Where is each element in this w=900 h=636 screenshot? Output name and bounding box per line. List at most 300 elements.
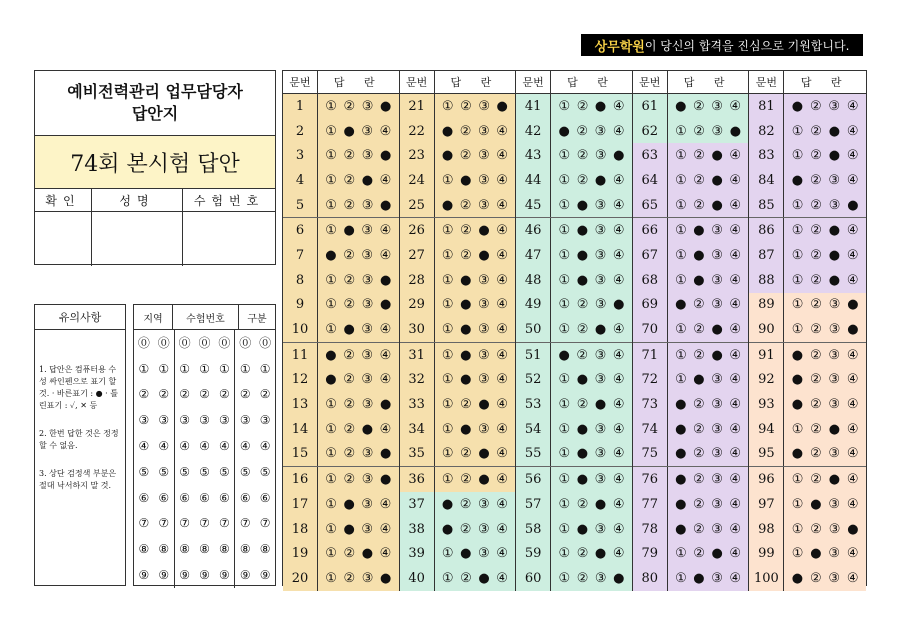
- omr-digit-bubble[interactable]: ⑧: [239, 542, 251, 557]
- answer-bubble[interactable]: ④: [496, 496, 508, 512]
- filled-answer-bubble[interactable]: ●: [478, 223, 490, 239]
- filled-answer-bubble[interactable]: ●: [693, 247, 705, 263]
- answer-bubble[interactable]: ③: [828, 172, 841, 188]
- answer-bubble[interactable]: ①: [325, 397, 337, 413]
- answer-bubble[interactable]: ④: [729, 223, 742, 239]
- filled-answer-bubble[interactable]: ●: [828, 247, 841, 263]
- answer-bubble[interactable]: ④: [496, 347, 508, 363]
- answer-bubble[interactable]: ①: [441, 172, 454, 188]
- omr-digit-bubble[interactable]: ⓪: [178, 336, 191, 351]
- answer-bubble[interactable]: ②: [460, 397, 472, 413]
- answer-bubble[interactable]: ①: [325, 172, 337, 188]
- omr-digit-bubble[interactable]: ①: [214, 356, 235, 382]
- answer-bubble[interactable]: ③: [828, 397, 841, 413]
- omr-digit-bubble[interactable]: ①: [239, 361, 251, 376]
- filled-answer-bubble[interactable]: ●: [379, 98, 392, 114]
- answer-bubble[interactable]: ④: [846, 272, 859, 288]
- answer-bubble[interactable]: ②: [809, 570, 822, 586]
- answer-bubble[interactable]: ③: [828, 521, 841, 537]
- answer-bubble[interactable]: ④: [612, 421, 625, 437]
- answer-bubble[interactable]: ③: [828, 297, 841, 313]
- answer-bubble[interactable]: ③: [594, 123, 607, 139]
- filled-answer-bubble[interactable]: ●: [460, 421, 472, 437]
- answer-bubble[interactable]: ②: [692, 496, 705, 512]
- filled-answer-bubble[interactable]: ●: [576, 223, 589, 239]
- answer-bubble[interactable]: ②: [809, 397, 822, 413]
- filled-answer-bubble[interactable]: ●: [594, 98, 607, 114]
- omr-digit-bubble[interactable]: ⑥: [154, 485, 175, 511]
- answer-bubble[interactable]: ①: [441, 472, 454, 488]
- answer-bubble[interactable]: ④: [612, 546, 625, 562]
- answer-bubble[interactable]: ④: [612, 197, 625, 213]
- omr-digit-bubble[interactable]: ⓪: [198, 336, 211, 351]
- answer-bubble[interactable]: ③: [828, 496, 841, 512]
- filled-answer-bubble[interactable]: ●: [810, 496, 822, 512]
- answer-bubble[interactable]: ④: [729, 148, 742, 164]
- answer-bubble[interactable]: ②: [576, 496, 589, 512]
- omr-digit-bubble[interactable]: ①: [259, 361, 271, 376]
- answer-bubble[interactable]: ①: [441, 546, 454, 562]
- answer-bubble[interactable]: ④: [846, 397, 859, 413]
- answer-bubble[interactable]: ③: [711, 472, 723, 488]
- answer-bubble[interactable]: ①: [675, 247, 687, 263]
- answer-bubble[interactable]: ④: [612, 372, 625, 388]
- answer-bubble[interactable]: ①: [675, 372, 687, 388]
- answer-bubble[interactable]: ④: [729, 247, 742, 263]
- answer-bubble[interactable]: ③: [361, 446, 374, 462]
- answer-bubble[interactable]: ③: [361, 123, 374, 139]
- answer-bubble[interactable]: ③: [361, 322, 374, 338]
- answer-bubble[interactable]: ①: [325, 197, 337, 213]
- filled-answer-bubble[interactable]: ●: [828, 421, 841, 437]
- omr-digit-bubble[interactable]: ⓪: [239, 336, 252, 351]
- answer-bubble[interactable]: ②: [460, 98, 472, 114]
- omr-digit-bubble[interactable]: ③: [199, 413, 210, 428]
- filled-answer-bubble[interactable]: ●: [325, 372, 337, 388]
- answer-bubble[interactable]: ①: [558, 297, 571, 313]
- omr-digit-bubble[interactable]: ④: [138, 439, 150, 454]
- answer-bubble[interactable]: ④: [729, 197, 742, 213]
- filled-answer-bubble[interactable]: ●: [343, 322, 355, 338]
- answer-bubble[interactable]: ①: [791, 521, 804, 537]
- answer-bubble[interactable]: ③: [361, 148, 374, 164]
- answer-bubble[interactable]: ②: [343, 98, 356, 114]
- answer-bubble[interactable]: ④: [379, 496, 392, 512]
- answer-bubble[interactable]: ③: [478, 421, 490, 437]
- answer-bubble[interactable]: ④: [496, 546, 508, 562]
- answer-bubble[interactable]: ①: [441, 570, 454, 586]
- answer-bubble[interactable]: ①: [675, 570, 687, 586]
- answer-bubble[interactable]: ①: [441, 223, 454, 239]
- answer-bubble[interactable]: ①: [675, 347, 687, 363]
- omr-digit-bubble[interactable]: ⑥: [259, 490, 271, 505]
- filled-answer-bubble[interactable]: ●: [558, 347, 570, 363]
- omr-digit-bubble[interactable]: ②: [199, 387, 210, 402]
- answer-bubble[interactable]: ②: [576, 148, 589, 164]
- answer-bubble[interactable]: ④: [729, 322, 742, 338]
- answer-bubble[interactable]: ①: [675, 148, 687, 164]
- answer-bubble[interactable]: ④: [496, 297, 508, 313]
- filled-answer-bubble[interactable]: ●: [791, 172, 804, 188]
- answer-bubble[interactable]: ③: [478, 347, 490, 363]
- answer-bubble[interactable]: ④: [846, 347, 859, 363]
- answer-bubble[interactable]: ③: [478, 98, 490, 114]
- answer-bubble[interactable]: ①: [558, 372, 571, 388]
- answer-bubble[interactable]: ①: [558, 421, 571, 437]
- filled-answer-bubble[interactable]: ●: [613, 570, 625, 586]
- filled-answer-bubble[interactable]: ●: [675, 297, 687, 313]
- filled-answer-bubble[interactable]: ●: [847, 521, 859, 537]
- answer-bubble[interactable]: ①: [558, 272, 571, 288]
- answer-bubble[interactable]: ④: [729, 446, 742, 462]
- filled-answer-bubble[interactable]: ●: [693, 570, 705, 586]
- filled-answer-bubble[interactable]: ●: [460, 272, 472, 288]
- answer-bubble[interactable]: ②: [460, 223, 472, 239]
- filled-answer-bubble[interactable]: ●: [711, 172, 723, 188]
- answer-bubble[interactable]: ③: [478, 546, 490, 562]
- filled-answer-bubble[interactable]: ●: [729, 123, 742, 139]
- answer-bubble[interactable]: ③: [594, 372, 607, 388]
- filled-answer-bubble[interactable]: ●: [847, 322, 859, 338]
- filled-answer-bubble[interactable]: ●: [576, 372, 589, 388]
- filled-answer-bubble[interactable]: ●: [693, 223, 705, 239]
- answer-bubble[interactable]: ④: [379, 421, 392, 437]
- answer-bubble[interactable]: ②: [693, 322, 705, 338]
- answer-bubble[interactable]: ②: [809, 372, 822, 388]
- filled-answer-bubble[interactable]: ●: [791, 570, 804, 586]
- answer-bubble[interactable]: ③: [828, 372, 841, 388]
- omr-digit-bubble[interactable]: ③: [154, 407, 175, 433]
- answer-bubble[interactable]: ①: [791, 148, 804, 164]
- answer-bubble[interactable]: ④: [496, 322, 508, 338]
- answer-bubble[interactable]: ①: [675, 172, 687, 188]
- filled-answer-bubble[interactable]: ●: [379, 397, 392, 413]
- answer-bubble[interactable]: ②: [459, 123, 472, 139]
- answer-bubble[interactable]: ④: [379, 223, 392, 239]
- answer-bubble[interactable]: ④: [496, 397, 508, 413]
- filled-answer-bubble[interactable]: ●: [478, 247, 490, 263]
- omr-digit-bubble[interactable]: ⓪: [214, 330, 235, 356]
- answer-bubble[interactable]: ④: [496, 446, 508, 462]
- filled-answer-bubble[interactable]: ●: [576, 272, 589, 288]
- answer-bubble[interactable]: ①: [558, 570, 571, 586]
- answer-bubble[interactable]: ①: [675, 322, 687, 338]
- omr-digit-bubble[interactable]: ⑥: [214, 485, 235, 511]
- answer-bubble[interactable]: ①: [325, 148, 337, 164]
- answer-bubble[interactable]: ④: [612, 322, 625, 338]
- answer-bubble[interactable]: ②: [343, 472, 356, 488]
- answer-bubble[interactable]: ①: [791, 297, 804, 313]
- filled-answer-bubble[interactable]: ●: [576, 197, 589, 213]
- omr-digit-bubble[interactable]: ④: [259, 439, 271, 454]
- omr-digit-bubble[interactable]: ④: [199, 439, 210, 454]
- filled-answer-bubble[interactable]: ●: [810, 546, 822, 562]
- omr-digit-bubble[interactable]: ⑤: [214, 459, 235, 485]
- answer-bubble[interactable]: ④: [496, 521, 508, 537]
- answer-bubble[interactable]: ③: [711, 247, 723, 263]
- answer-bubble[interactable]: ②: [576, 123, 589, 139]
- answer-bubble[interactable]: ②: [576, 347, 589, 363]
- answer-bubble[interactable]: ④: [379, 546, 392, 562]
- answer-bubble[interactable]: ③: [361, 397, 374, 413]
- omr-digit-bubble[interactable]: ③: [239, 413, 251, 428]
- answer-bubble[interactable]: ③: [594, 148, 607, 164]
- answer-bubble[interactable]: ③: [828, 347, 841, 363]
- answer-bubble[interactable]: ①: [441, 322, 454, 338]
- omr-digit-bubble[interactable]: ⓪: [259, 336, 272, 351]
- omr-digit-bubble[interactable]: ⑨: [259, 568, 271, 583]
- omr-digit-bubble[interactable]: ①: [154, 356, 175, 382]
- omr-digit-bubble[interactable]: ⑧: [179, 542, 191, 557]
- answer-bubble[interactable]: ④: [612, 123, 625, 139]
- answer-bubble[interactable]: ①: [558, 496, 571, 512]
- answer-bubble[interactable]: ①: [441, 397, 454, 413]
- answer-bubble[interactable]: ②: [693, 172, 705, 188]
- answer-bubble[interactable]: ③: [828, 546, 841, 562]
- filled-answer-bubble[interactable]: ●: [828, 223, 841, 239]
- answer-bubble[interactable]: ③: [361, 98, 374, 114]
- answer-bubble[interactable]: ④: [496, 570, 508, 586]
- filled-answer-bubble[interactable]: ●: [379, 197, 392, 213]
- answer-bubble[interactable]: ①: [325, 223, 337, 239]
- answer-bubble[interactable]: ④: [846, 496, 859, 512]
- answer-bubble[interactable]: ③: [828, 570, 841, 586]
- answer-bubble[interactable]: ①: [441, 421, 454, 437]
- answer-bubble[interactable]: ①: [325, 322, 337, 338]
- answer-bubble[interactable]: ③: [828, 98, 841, 114]
- answer-bubble[interactable]: ④: [846, 570, 859, 586]
- answer-bubble[interactable]: ④: [846, 546, 859, 562]
- answer-bubble[interactable]: ①: [441, 272, 454, 288]
- answer-bubble[interactable]: ③: [361, 570, 374, 586]
- answer-bubble[interactable]: ④: [496, 372, 508, 388]
- answer-bubble[interactable]: ①: [325, 446, 337, 462]
- omr-digit-bubble[interactable]: ⑧: [214, 536, 235, 562]
- answer-bubble[interactable]: ④: [379, 347, 392, 363]
- answer-bubble[interactable]: ③: [594, 297, 607, 313]
- omr-digit-bubble[interactable]: ⑦: [154, 511, 175, 537]
- answer-bubble[interactable]: ②: [693, 546, 705, 562]
- filled-answer-bubble[interactable]: ●: [791, 446, 804, 462]
- answer-bubble[interactable]: ②: [810, 421, 822, 437]
- answer-bubble[interactable]: ②: [692, 446, 705, 462]
- answer-bubble[interactable]: ④: [846, 148, 859, 164]
- omr-digit-bubble[interactable]: ③: [138, 413, 150, 428]
- answer-bubble[interactable]: ①: [791, 496, 804, 512]
- filled-answer-bubble[interactable]: ●: [828, 123, 841, 139]
- omr-digit-bubble[interactable]: ②: [239, 387, 251, 402]
- omr-digit-bubble[interactable]: ②: [259, 387, 271, 402]
- answer-bubble[interactable]: ①: [558, 521, 571, 537]
- omr-digit-bubble[interactable]: ⑥: [138, 490, 150, 505]
- answer-bubble[interactable]: ④: [379, 521, 392, 537]
- filled-answer-bubble[interactable]: ●: [441, 496, 454, 512]
- filled-answer-bubble[interactable]: ●: [478, 397, 490, 413]
- answer-bubble[interactable]: ④: [729, 98, 742, 114]
- answer-bubble[interactable]: ③: [478, 197, 490, 213]
- omr-digit-bubble[interactable]: ⑧: [259, 542, 271, 557]
- omr-digit-bubble[interactable]: ⑧: [154, 536, 175, 562]
- answer-bubble[interactable]: ④: [612, 496, 625, 512]
- answer-bubble[interactable]: ①: [558, 148, 571, 164]
- answer-bubble[interactable]: ③: [594, 247, 607, 263]
- answer-bubble[interactable]: ①: [325, 570, 337, 586]
- answer-bubble[interactable]: ②: [810, 297, 822, 313]
- answer-bubble[interactable]: ①: [325, 472, 337, 488]
- answer-bubble[interactable]: ②: [343, 570, 356, 586]
- answer-bubble[interactable]: ①: [791, 247, 804, 263]
- omr-digit-bubble[interactable]: ⑨: [199, 568, 210, 583]
- filled-answer-bubble[interactable]: ●: [791, 98, 804, 114]
- answer-bubble[interactable]: ②: [576, 172, 589, 188]
- answer-bubble[interactable]: ③: [594, 446, 607, 462]
- filled-answer-bubble[interactable]: ●: [343, 496, 355, 512]
- filled-answer-bubble[interactable]: ●: [441, 197, 454, 213]
- answer-bubble[interactable]: ①: [791, 123, 804, 139]
- answer-bubble[interactable]: ②: [343, 272, 356, 288]
- answer-bubble[interactable]: ②: [810, 247, 822, 263]
- filled-answer-bubble[interactable]: ●: [379, 570, 392, 586]
- answer-bubble[interactable]: ①: [325, 98, 337, 114]
- filled-answer-bubble[interactable]: ●: [847, 297, 859, 313]
- filled-answer-bubble[interactable]: ●: [594, 496, 607, 512]
- filled-answer-bubble[interactable]: ●: [576, 421, 589, 437]
- answer-bubble[interactable]: ①: [441, 247, 454, 263]
- answer-bubble[interactable]: ③: [361, 297, 374, 313]
- answer-bubble[interactable]: ③: [594, 521, 607, 537]
- omr-digit-bubble[interactable]: ①: [179, 361, 191, 376]
- answer-bubble[interactable]: ④: [846, 247, 859, 263]
- omr-digit-bubble[interactable]: ⓪: [154, 330, 175, 356]
- answer-bubble[interactable]: ③: [711, 521, 723, 537]
- omr-digit-bubble[interactable]: ③: [214, 407, 235, 433]
- answer-bubble[interactable]: ④: [379, 123, 392, 139]
- filled-answer-bubble[interactable]: ●: [711, 148, 723, 164]
- answer-bubble[interactable]: ④: [729, 496, 742, 512]
- filled-answer-bubble[interactable]: ●: [379, 297, 392, 313]
- omr-digit-bubble[interactable]: ⑦: [199, 516, 210, 531]
- filled-answer-bubble[interactable]: ●: [496, 98, 508, 114]
- filled-answer-bubble[interactable]: ●: [594, 322, 607, 338]
- answer-bubble[interactable]: ②: [809, 98, 822, 114]
- filled-answer-bubble[interactable]: ●: [675, 98, 687, 114]
- filled-answer-bubble[interactable]: ●: [325, 247, 337, 263]
- answer-bubble[interactable]: ①: [325, 421, 337, 437]
- answer-bubble[interactable]: ③: [594, 570, 607, 586]
- filled-answer-bubble[interactable]: ●: [594, 172, 607, 188]
- filled-answer-bubble[interactable]: ●: [693, 372, 705, 388]
- answer-bubble[interactable]: ①: [675, 223, 687, 239]
- omr-digit-bubble[interactable]: ⑦: [138, 516, 150, 531]
- filled-answer-bubble[interactable]: ●: [847, 197, 859, 213]
- omr-digit-bubble[interactable]: ⓪: [137, 336, 150, 351]
- answer-bubble[interactable]: ③: [711, 272, 723, 288]
- answer-bubble[interactable]: ③: [594, 223, 607, 239]
- answer-bubble[interactable]: ②: [576, 297, 589, 313]
- answer-bubble[interactable]: ④: [846, 123, 859, 139]
- answer-bubble[interactable]: ④: [729, 521, 742, 537]
- filled-answer-bubble[interactable]: ●: [594, 546, 607, 562]
- answer-bubble[interactable]: ④: [496, 223, 508, 239]
- omr-digit-bubble[interactable]: ⑨: [179, 568, 191, 583]
- answer-bubble[interactable]: ④: [729, 397, 742, 413]
- answer-bubble[interactable]: ③: [711, 570, 723, 586]
- filled-answer-bubble[interactable]: ●: [478, 570, 490, 586]
- answer-bubble[interactable]: ④: [496, 123, 508, 139]
- filled-answer-bubble[interactable]: ●: [460, 172, 472, 188]
- answer-bubble[interactable]: ④: [612, 347, 625, 363]
- answer-bubble[interactable]: ②: [343, 148, 356, 164]
- answer-bubble[interactable]: ④: [846, 372, 859, 388]
- answer-bubble[interactable]: ③: [361, 372, 374, 388]
- filled-answer-bubble[interactable]: ●: [460, 347, 472, 363]
- answer-bubble[interactable]: ③: [594, 472, 607, 488]
- answer-bubble[interactable]: ④: [846, 472, 859, 488]
- answer-bubble[interactable]: ①: [791, 197, 804, 213]
- answer-bubble[interactable]: ①: [558, 197, 571, 213]
- filled-answer-bubble[interactable]: ●: [478, 446, 490, 462]
- filled-answer-bubble[interactable]: ●: [576, 446, 589, 462]
- answer-bubble[interactable]: ①: [791, 472, 804, 488]
- answer-bubble[interactable]: ①: [558, 172, 571, 188]
- filled-answer-bubble[interactable]: ●: [675, 521, 687, 537]
- answer-bubble[interactable]: ③: [828, 446, 841, 462]
- answer-bubble[interactable]: ④: [496, 272, 508, 288]
- answer-bubble[interactable]: ③: [361, 197, 374, 213]
- omr-digit-bubble[interactable]: ①: [199, 361, 210, 376]
- answer-bubble[interactable]: ②: [809, 347, 822, 363]
- omr-digit-bubble[interactable]: ①: [138, 361, 150, 376]
- answer-bubble[interactable]: ②: [692, 421, 705, 437]
- answer-bubble[interactable]: ①: [791, 421, 804, 437]
- answer-bubble[interactable]: ②: [343, 397, 356, 413]
- answer-bubble[interactable]: ②: [459, 521, 472, 537]
- omr-digit-bubble[interactable]: ⑤: [199, 464, 210, 479]
- answer-bubble[interactable]: ②: [693, 123, 705, 139]
- filled-answer-bubble[interactable]: ●: [325, 347, 337, 363]
- answer-bubble[interactable]: ④: [729, 421, 742, 437]
- answer-bubble[interactable]: ①: [558, 546, 571, 562]
- answer-bubble[interactable]: ④: [496, 148, 508, 164]
- filled-answer-bubble[interactable]: ●: [791, 397, 804, 413]
- answer-bubble[interactable]: ④: [729, 472, 742, 488]
- answer-bubble[interactable]: ②: [343, 347, 355, 363]
- filled-answer-bubble[interactable]: ●: [711, 347, 723, 363]
- answer-bubble[interactable]: ①: [441, 347, 454, 363]
- answer-bubble[interactable]: ③: [711, 421, 723, 437]
- answer-bubble[interactable]: ②: [693, 197, 705, 213]
- answer-bubble[interactable]: ④: [496, 172, 508, 188]
- answer-bubble[interactable]: ④: [496, 247, 508, 263]
- filled-answer-bubble[interactable]: ●: [576, 472, 589, 488]
- omr-digit-bubble[interactable]: ⑦: [259, 516, 271, 531]
- answer-bubble[interactable]: ①: [558, 397, 571, 413]
- answer-bubble[interactable]: ④: [612, 172, 625, 188]
- filled-answer-bubble[interactable]: ●: [576, 521, 589, 537]
- answer-bubble[interactable]: ②: [343, 372, 355, 388]
- answer-bubble[interactable]: ②: [343, 446, 356, 462]
- answer-bubble[interactable]: ④: [612, 446, 625, 462]
- answer-bubble[interactable]: ③: [711, 98, 723, 114]
- answer-bubble[interactable]: ①: [325, 123, 337, 139]
- filled-answer-bubble[interactable]: ●: [576, 247, 589, 263]
- answer-bubble[interactable]: ④: [729, 347, 742, 363]
- filled-answer-bubble[interactable]: ●: [441, 123, 454, 139]
- answer-bubble[interactable]: ①: [558, 322, 571, 338]
- filled-answer-bubble[interactable]: ●: [675, 397, 687, 413]
- answer-bubble[interactable]: ②: [809, 446, 822, 462]
- answer-bubble[interactable]: ④: [729, 297, 742, 313]
